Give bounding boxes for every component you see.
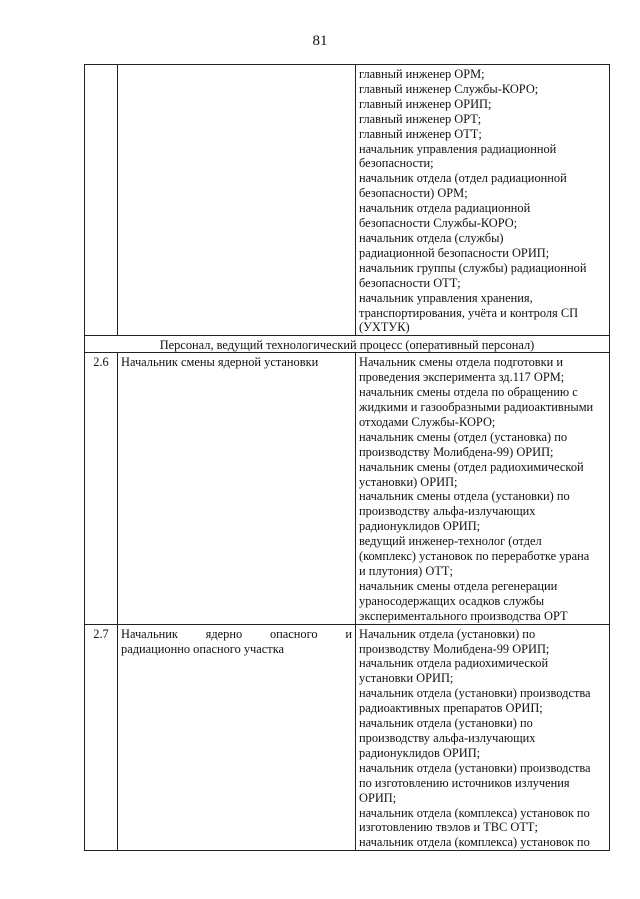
responsible-line: начальник отдела (службы): [359, 230, 504, 245]
responsible-line: ураносодержащих осадков службы: [359, 593, 545, 608]
responsible-line: начальник смены отдела по обращению с: [359, 385, 578, 400]
responsible-line: начальник группы (службы) радиационной: [359, 260, 587, 275]
responsible-line: производству Молибдена-99 ОРИП;: [359, 641, 550, 656]
responsible-line: начальник управления хранения,: [359, 290, 533, 305]
table-row-2-7: [85, 624, 610, 851]
responsible-line: начальник отдела (отдел радиационной: [359, 171, 567, 186]
responsible-line: изготовлению твэлов и ТВС ОТТ;: [359, 820, 538, 835]
section-header-row: [85, 336, 610, 353]
document-table: [84, 64, 610, 851]
responsible-line: начальник отдела радиационной: [359, 201, 531, 216]
responsible-cell: [356, 353, 610, 624]
responsible-line: установки) ОРИП;: [359, 474, 458, 489]
responsible-line: транспортирования, учёта и контроля СП: [359, 305, 579, 320]
responsible-line: экспериментального производства ОРТ: [359, 608, 568, 623]
responsible-line: безопасности ОТТ;: [359, 275, 461, 290]
responsible-line: жидкими и газообразными радиоактивными: [359, 400, 594, 415]
responsible-line: начальник смены (отдел радиохимической: [359, 459, 584, 474]
responsible-line: начальник отдела радиохимической: [359, 656, 549, 671]
row-number: 2.7: [85, 624, 118, 851]
responsible-line: ведущий инженер-технолог (отдел: [359, 534, 542, 549]
responsible-line: ОРИП;: [359, 790, 397, 805]
position-cell: [118, 353, 356, 624]
row-number-cell: [85, 65, 118, 336]
responsible-line: отходами Службы-КОРО;: [359, 414, 496, 429]
responsible-line: безопасности) ОРМ;: [359, 186, 468, 201]
responsible-line: (УХТУК): [359, 320, 410, 335]
responsible-line: проведения эксперимента зд.117 ОРМ;: [359, 370, 565, 385]
responsible-line: и плутония) ОТТ;: [359, 564, 453, 578]
responsible-line: радиационной безопасности ОРИП;: [359, 245, 550, 260]
responsible-cell: [356, 624, 610, 851]
responsible-line: установки ОРИП;: [359, 671, 454, 686]
position-text-line-2: радиационно опасного участка: [121, 641, 285, 656]
responsible-line: начальник отдела (установки) по: [359, 716, 533, 731]
responsible-line: безопасности;: [359, 156, 434, 171]
responsible-line: производству альфа-излучающих: [359, 504, 536, 519]
position-text: Начальник смены ядерной установки: [121, 355, 319, 370]
responsible-line: безопасности Службы-КОРО;: [359, 216, 518, 231]
responsible-line: главный инженер ОТТ;: [359, 126, 482, 141]
responsible-line: главный инженер ОРМ;: [359, 67, 485, 81]
responsible-line: начальник управления радиационной: [359, 141, 557, 156]
position-cell: [118, 624, 356, 851]
responsible-line: радионуклидов ОРИП;: [359, 519, 481, 534]
responsible-line: начальник смены (отдел (установка) по: [359, 429, 568, 444]
responsible-line: радионуклидов ОРИП;: [359, 745, 481, 760]
responsible-cell: [356, 65, 610, 336]
responsible-line: начальник смены отдела регенерации: [359, 578, 558, 593]
responsible-line: Начальник отдела (установки) по: [359, 626, 536, 641]
responsible-line: производству альфа-излучающих: [359, 730, 536, 745]
responsible-line: начальник отдела (комплекса) установок по: [359, 835, 590, 850]
position-text-line-1: Начальник ядерно опасного и: [121, 626, 352, 641]
responsible-line: начальник отдела (установки) производства: [359, 760, 591, 775]
responsible-line: начальник отдела (комплекса) установок по: [359, 805, 590, 820]
responsible-line: по изготовлению источников излучения: [359, 775, 570, 790]
responsible-line: начальник отдела (установки) производства: [359, 686, 591, 701]
responsible-line: начальник смены отдела (установки) по: [359, 489, 570, 504]
page-number: 81: [312, 33, 328, 49]
responsible-line: Начальник смены отдела подготовки и: [359, 355, 564, 370]
responsible-line: главный инженер ОРТ;: [359, 111, 482, 126]
responsible-line: главный инженер Службы-КОРО;: [359, 81, 539, 96]
responsible-line: (комплекс) установок по переработке урана: [359, 549, 590, 564]
responsible-line: главный инженер ОРИП;: [359, 96, 492, 111]
table-row-continued: [85, 65, 610, 336]
row-number: 2.6: [85, 353, 118, 624]
section-title: Персонал, ведущий технологический процесс (оперативный персонал): [85, 336, 610, 353]
position-cell: [118, 65, 356, 336]
responsible-line: радиоактивных препаратов ОРИП;: [359, 701, 543, 716]
table-row-2-6: [85, 353, 610, 624]
responsible-line: производству Молибдена-99) ОРИП;: [359, 444, 554, 459]
